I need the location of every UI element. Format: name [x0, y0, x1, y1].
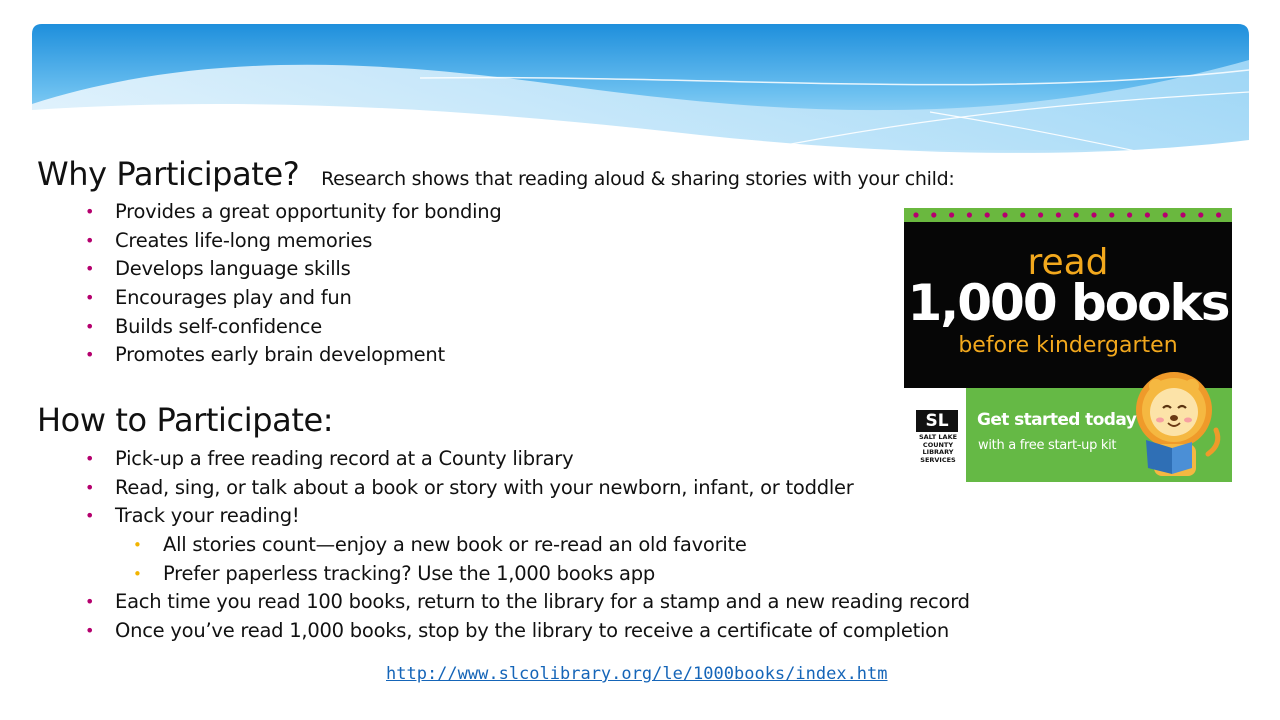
- list-item: • Track your reading!: [85, 502, 970, 531]
- promo-black-panel: [904, 208, 1232, 388]
- list-item: • Read, sing, or talk about a book or story with your newborn, infant, or toddler: [85, 474, 970, 503]
- border-dot: [1056, 212, 1061, 217]
- library-logo-mark: SL: [916, 410, 958, 432]
- dot-border-icon: [904, 208, 1232, 222]
- promo-before: before kindergarten: [958, 333, 1178, 358]
- border-dot: [1020, 212, 1025, 217]
- border-dot: [967, 212, 972, 217]
- list-item: • Promotes early brain development: [85, 341, 502, 370]
- border-dot: [1180, 212, 1185, 217]
- list-item: • Builds self-confidence: [85, 313, 502, 342]
- border-dot: [1109, 212, 1114, 217]
- border-dot: [913, 212, 918, 217]
- promo-image-1000-books: [904, 208, 1232, 482]
- border-dot: [1002, 212, 1007, 217]
- border-dot: [1163, 212, 1168, 217]
- why-intro: Research shows that reading aloud & sharing stories with your child:: [321, 168, 955, 190]
- promo-dot-border: [904, 208, 1232, 222]
- why-list: [85, 198, 502, 370]
- border-dot: [1127, 212, 1132, 217]
- how-list: [85, 445, 970, 646]
- border-dot: [1091, 212, 1096, 217]
- program-link[interactable]: http://www.slcolibrary.org/le/1000books/index.htm: [386, 664, 888, 684]
- why-heading: Why Participate?: [37, 155, 300, 193]
- list-item: • Develops language skills: [85, 255, 502, 284]
- sub-list-item: • All stories count—enjoy a new book or re-read an old favorite: [85, 531, 970, 560]
- promo-count: 1,000 books: [907, 274, 1229, 332]
- library-logo-text: SALT LAKE COUNTY LIBRARY SERVICES: [918, 433, 958, 464]
- why-participate-section: [37, 155, 954, 193]
- list-item: • Each time you read 100 books, return to the library for a stamp and a new reading record: [85, 588, 970, 617]
- header-wave-banner: [0, 0, 1280, 175]
- list-item: • Encourages play and fun: [85, 284, 502, 313]
- border-dot: [1074, 212, 1079, 217]
- list-item: • Provides a great opportunity for bonding: [85, 198, 502, 227]
- border-dot: [1198, 212, 1203, 217]
- lion-reading-icon: [1126, 364, 1230, 482]
- promo-kit: with a free start-up kit: [978, 438, 1117, 453]
- list-item: • Creates life-long memories: [85, 227, 502, 256]
- how-heading: How to Participate:: [37, 401, 334, 439]
- list-item: • Once you’ve read 1,000 books, stop by the library to receive a certificate of completion: [85, 617, 970, 646]
- promo-read: read: [1027, 242, 1109, 283]
- border-dot: [1216, 212, 1221, 217]
- library-logo: [916, 410, 960, 466]
- list-item: • Pick-up a free reading record at a County library: [85, 445, 970, 474]
- border-dot: [1038, 212, 1043, 217]
- border-dot: [949, 212, 954, 217]
- border-dot: [931, 212, 936, 217]
- border-dot: [985, 212, 990, 217]
- sub-list-item: • Prefer paperless tracking? Use the 1,000 books app: [85, 560, 970, 589]
- border-dot: [1145, 212, 1150, 217]
- promo-cta: Get started today: [977, 410, 1137, 430]
